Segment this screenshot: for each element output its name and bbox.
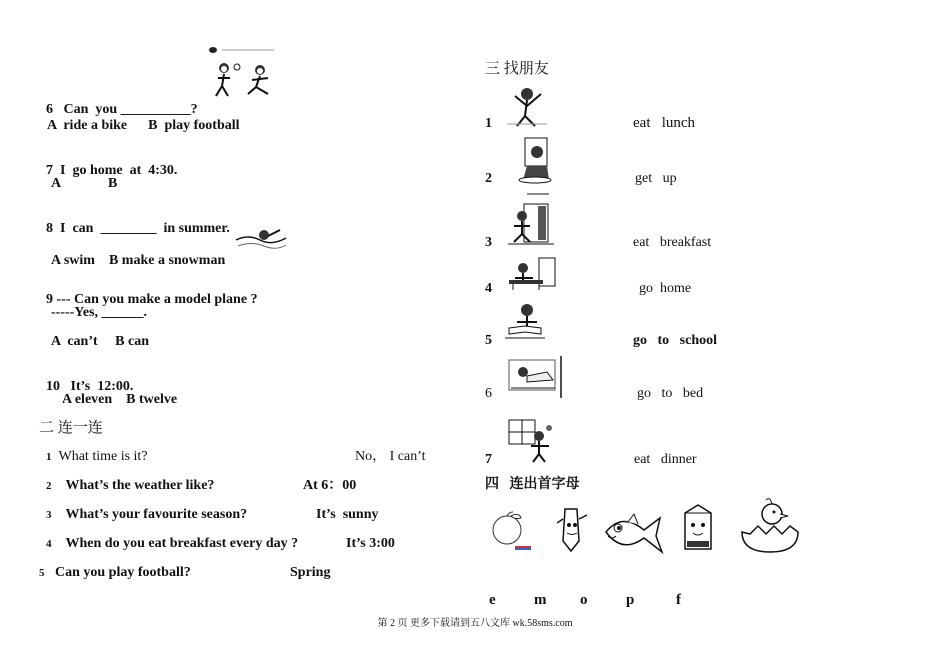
- question-9-answer: -----Yes, ______.: [51, 305, 148, 320]
- letter-m: m: [534, 592, 547, 608]
- boy-bed-icon: [507, 354, 565, 400]
- cropped-image-fragment: [208, 46, 278, 54]
- question-6-options: A ride a bike B play football: [47, 118, 240, 133]
- question-7: 7 I go home at 4:30.: [46, 163, 178, 178]
- match-answer-1: No， I can’t: [355, 449, 426, 464]
- question-9-options: A can’t B can: [51, 334, 149, 349]
- pencil-icon: [557, 505, 589, 555]
- boy-window-icon: [505, 418, 555, 464]
- letter-o: o: [580, 592, 588, 608]
- boy-eating-icon: [513, 136, 559, 198]
- fish-icon: [602, 508, 664, 556]
- boy-waking-icon: [505, 84, 549, 128]
- friend-number-1: 1: [485, 116, 492, 131]
- friend-number-5: 5: [485, 333, 492, 348]
- orange-icon: [489, 510, 533, 552]
- match-answer-3: It’s sunny: [316, 507, 379, 522]
- page-footer: 第 2 页 更多下载请到五八文库 wk.58sms.com: [377, 618, 573, 629]
- question-8: 8 I can ________ in summer.: [46, 221, 230, 236]
- section-4-title: 四 连出首字母: [485, 477, 580, 492]
- question-10-options: A eleven B twelve: [62, 392, 178, 407]
- question-10: 10 It’s 12:00.: [46, 379, 134, 394]
- question-6: 6 Can you __________?: [46, 102, 198, 117]
- swimmer-icon: [234, 226, 288, 254]
- match-answer-5: Spring: [290, 565, 331, 580]
- friend-phrase-7: eat dinner: [634, 452, 697, 467]
- friend-number-2: 2: [485, 171, 492, 186]
- match-answer-2: At 6：00: [303, 478, 357, 493]
- boy-table-icon: [505, 256, 559, 292]
- friend-number-4: 4: [485, 281, 492, 296]
- friend-phrase-4: go home: [639, 281, 692, 296]
- match-row-1: 1 What time is it?: [46, 449, 148, 464]
- letter-p: p: [626, 592, 635, 608]
- letter-e: e: [489, 592, 496, 608]
- section-3-title: 三 找朋友: [485, 61, 549, 77]
- question-9: 9 --- Can you make a model plane ?: [46, 292, 258, 307]
- letter-f: f: [676, 592, 681, 608]
- egg-chick-icon: [736, 496, 804, 554]
- section-2-title: 二 连一连: [39, 420, 103, 436]
- friend-phrase-1: eat lunch: [633, 115, 696, 131]
- boy-door-icon: [508, 202, 554, 246]
- boy-reading-icon: [505, 302, 545, 340]
- friend-number-6: 6: [485, 386, 492, 401]
- match-row-5: 5 Can you play football?: [39, 565, 191, 580]
- kids-football-icon: [210, 60, 276, 100]
- friend-number-7: 7: [485, 452, 492, 467]
- milk-icon: [681, 503, 715, 551]
- friend-phrase-2: get up: [635, 171, 677, 186]
- friend-phrase-5: go to school: [633, 333, 717, 348]
- question-8-options: A swim B make a snowman: [51, 253, 226, 268]
- question-7-option-b: B: [108, 176, 118, 191]
- match-row-2: 2 What’s the weather like?: [46, 478, 215, 493]
- match-row-4: 4 When do you eat breakfast every day ?: [46, 536, 299, 551]
- friend-phrase-6: go to bed: [637, 386, 704, 401]
- match-row-3: 3 What’s your favourite season?: [46, 507, 248, 522]
- friend-phrase-3: eat breakfast: [633, 235, 712, 250]
- question-7-option-a: A: [51, 176, 62, 191]
- match-answer-4: It’s 3:00: [346, 536, 395, 551]
- friend-number-3: 3: [485, 235, 492, 250]
